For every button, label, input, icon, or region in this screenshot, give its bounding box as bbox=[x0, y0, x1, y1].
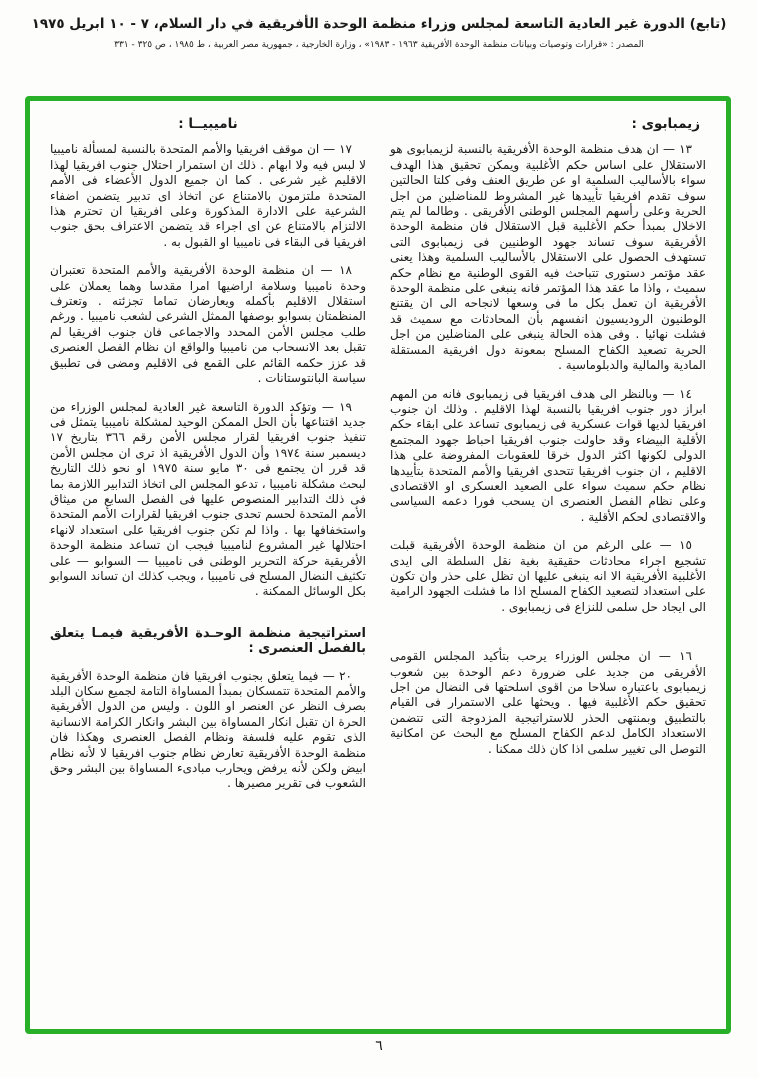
document-header bbox=[0, 0, 758, 50]
paragraph-19: ١٩ — وتؤكد الدورة التاسعة غير العادية لمجلس الوزراء من جديد اقتناعها بأن الحل الممكن الوحيد لمشكلة ناميبيا يتمثل فى تنفيذ جنوب افريقيا لقرار مجلس الأمن رقم ٣٦٦ بتاريخ ١٧ ديسمبر سنة ١٩٧٤ وأن الدول الأفريقية اذ ترى ان مجلس الأمن قد قرر ان يجتمع فى ٣٠ مايو سنة ١٩٧٥ او نحو ذلك التاريخ لبحث مشكلة ناميبيا ، تدعو المجلس الى اتخاذ التدابير اللازمة بما فى ذلك التدابير المنصوص عليها فى الفصل السابع من ميثاق الأمم المتحدة لحسم تحدى جنوب افريقيا لقرارات الأمم المتحدة واستخفافها بها . واذا لم تكن جنوب افريقيا على استعداد لانهاء احتلالها غير المشروع لناميبيا فيجب ان تساعد منظمة الوحدة الأفريقية حركة التحرير الوطنى فى ناميبيا — السوابو — على تكثيف النضال المسلح فى ناميبيا ، ويجب كذلك ان تساند السوابو بكل الوسائل الممكنة . bbox=[50, 399, 366, 599]
zimbabwe-heading: زيمبابوى : bbox=[631, 116, 700, 132]
paragraph-18: ١٨ — ان منظمة الوحدة الأفريقية والأمم المتحدة تعتبران وحدة ناميبيا وسلامة اراضيها امرا مقدسا وهما يعملان على استقلال الاقليم بأكمله ويعارضان تماما تجزئته . وتعترف المنظمتان بسوابو بوصفها الممثل الشرعى لشعب ناميبيا . ورغم طلب مجلس الأمن المحدد والاجماعى فان جنوب افريقيا لم تقبل بعد الانسحاب من ناميبيا والواقع ان نظام الفصل العنصرى قد عزز حكمه القائم على القمع فى الاقليم ومضى فى تطبيق سياسة البانتوستانات . bbox=[50, 263, 366, 386]
text-columns bbox=[30, 101, 726, 815]
namibia-heading: ناميبيــا : bbox=[178, 116, 238, 132]
paragraph-17: ١٧ — ان موقف افريقيا والأمم المتحدة بالنسبة لمسألة ناميبيا لا لبس فيه ولا ابهام . ذلك ان استمرار احتلال جنوب افريقيا لهذا الاقليم غير شرعى . كما ان جميع الدول الأعضاء فى الأمم المتحدة ملتزمون بالامتناع عن اتخاذ اى تدبير يتضمن اضفاء الشرعية على الادارة المذكورة وعلى افريقيا ان تحترم هذا الالتزام بالامتناع عن اى اجراء قد يتضمن الاعتراف بحق جنوب افريقيا فى البقاء فى ناميبيا او القبول به . bbox=[50, 142, 366, 249]
strategy-heading: استراتيجية منظمة الوحـدة الأفريقية فيمـا يتعلق بالفصل العنصرى : bbox=[50, 625, 366, 657]
paragraph-13: ١٣ — ان هدف منظمة الوحدة الأفريقية بالنسبة لزيمبابوى هو الاستقلال على اساس حكم الأغلبية ويمكن تحقيق هذا الهدف سواء بالأساليب السلمية او عن طريق العنف وفى كلتا الحالتين سوف تقدم افريقيا تأييدها غير المشروط للمناضلين من اجل الحرية وعلى رأسهم المجلس الوطنى الأفريقى . وطالما لم يتم الاخلال بمبدأ حكم الأغلبية قبل الاستقلال فان منظمة الوحدة الأفريقية سوف تساند جهود الوطنيين فى زيمبابوى التى تستهدف الحصول على الاستقلال بالأساليب السلمية وهذا يعنى عقد مؤتمر دستورى تتباحث فيه القوى الوطنية مع نظام حكم سميث ، واذا ما عقد هذا المؤتمر فانه ينبغى على منظمة الوحدة الأفريقية ان تعمل بكل ما فى وسعها لانجاحه الى ان يقتنع الوطنيون الروديسيون انفسهم بأن المحادثات مع سميث قد فشلت نهائيا . وفى هذه الحالة ينبغى على المناضلين من اجل الحرية تصعيد الكفاح المسلح بمعونة دول افريقية المستقلة المادية والمالية والدبلوماسية . bbox=[390, 142, 706, 373]
document-source-line: المصدر : «قرارات وتوصيات وبيانات منظمة الوحدة الأفريقية ١٩٦٣ - ١٩٨٣» ، وزارة الخارجية ، جمهورية مصر العربية ، ط ١٩٨٥ ، ص ٣٢٥ - ٣٣١ bbox=[114, 40, 644, 50]
paragraph-14: ١٤ — وبالنظر الى هدف افريقيا فى زيمبابوى فانه من المهم ابراز دور جنوب افريقيا بالنسبة لهذا الاقليم . وذلك ان جنوب افريقيا لديها قوات عسكرية فى زيمبابوى تساعد على ابقاء حكم الأقلية البيضاء وقد حاولت جنوب افريقيا احباط جهود المجتمع الدولى لكونها اكثر الدول خرقا للعقوبات المفروضة على هذا الاقليم ، ان جنوب افريقيا تتحدى افريقيا والأمم المتحدة بتأييدها نظام حكم سميث سواء على الصعيد العسكرى او الاقتصادى وعلى نظام الفصل العنصرى ان يسحب فورا دعمه السياسى والاقتصادى لحكم الأقلية . bbox=[390, 386, 706, 524]
document-frame bbox=[25, 96, 731, 1034]
column-zimbabwe bbox=[390, 115, 706, 805]
page-number: ٦ bbox=[375, 1038, 383, 1054]
column-namibia bbox=[50, 115, 366, 805]
paragraph-20: ٢٠ — فيما يتعلق بجنوب افريقيا فان منظمة الوحدة الأفريقية والأمم المتحدة تتمسكان بمبدأ المساواة التامة لجميع سكان البلد بصرف النظر عن العنصر او اللون . وليس من الدول الأفريقية الحرة ان تقبل انكار المساواة بين البشر وانكار الكرامة الانسانية الذى تقوم عليه فلسفة ونظام الفصل العنصرى وهكذا فان منظمة الوحدة الأفريقية تعارض نظام جنوب افريقيا لا لأنه نظام ابيض ولكن لأنه يرفض ويحارب مبادىء المساواة بين البشر وحق الشعوب فى تقرير مصيرها . bbox=[50, 668, 366, 791]
paragraph-15: ١٥ — على الرغم من ان منظمة الوحدة الأفريقية قبلت تشجيع اجراء محادثات حقيقية بغية نقل السلطة الى ايدى الأغلبية الأفريقية الا انه ينبغى عليها ان تظل على حذر وان تكون على استعداد لتصعيد الكفاح المسلح اذا ما فشلت الجهود الرامية الى ايجاد حل سلمى للنزاع فى زيمبابوى . bbox=[390, 538, 706, 614]
paragraph-16: ١٦ — ان مجلس الوزراء يرحب بتأكيد المجلس القومى الأفريقى من جديد على ضرورة دعم الوحدة بين شعوب زيمبابوى باعتباره سلاحا من اقوى اسلحتها فى النضال من اجل تحقيق حكم الأغلبية فيها . ويحثها على الاستمرار فى القيام بالتطبيق وبمنتهى الحذر للاستراتيجية المزدوجة التى تتضمن الاستعداد الكامل لدعم الكفاح المسلح مع البحث عن امكانية التوصل الى تغيير سلمى اذا كان ذلك ممكنا . bbox=[390, 649, 706, 756]
document-title: (تابع) الدورة غير العادية التاسعة لمجلس وزراء منظمة الوحدة الأفريقية في دار السلام، ٧ - ١٠ ابريل ١٩٧٥ bbox=[31, 16, 727, 32]
